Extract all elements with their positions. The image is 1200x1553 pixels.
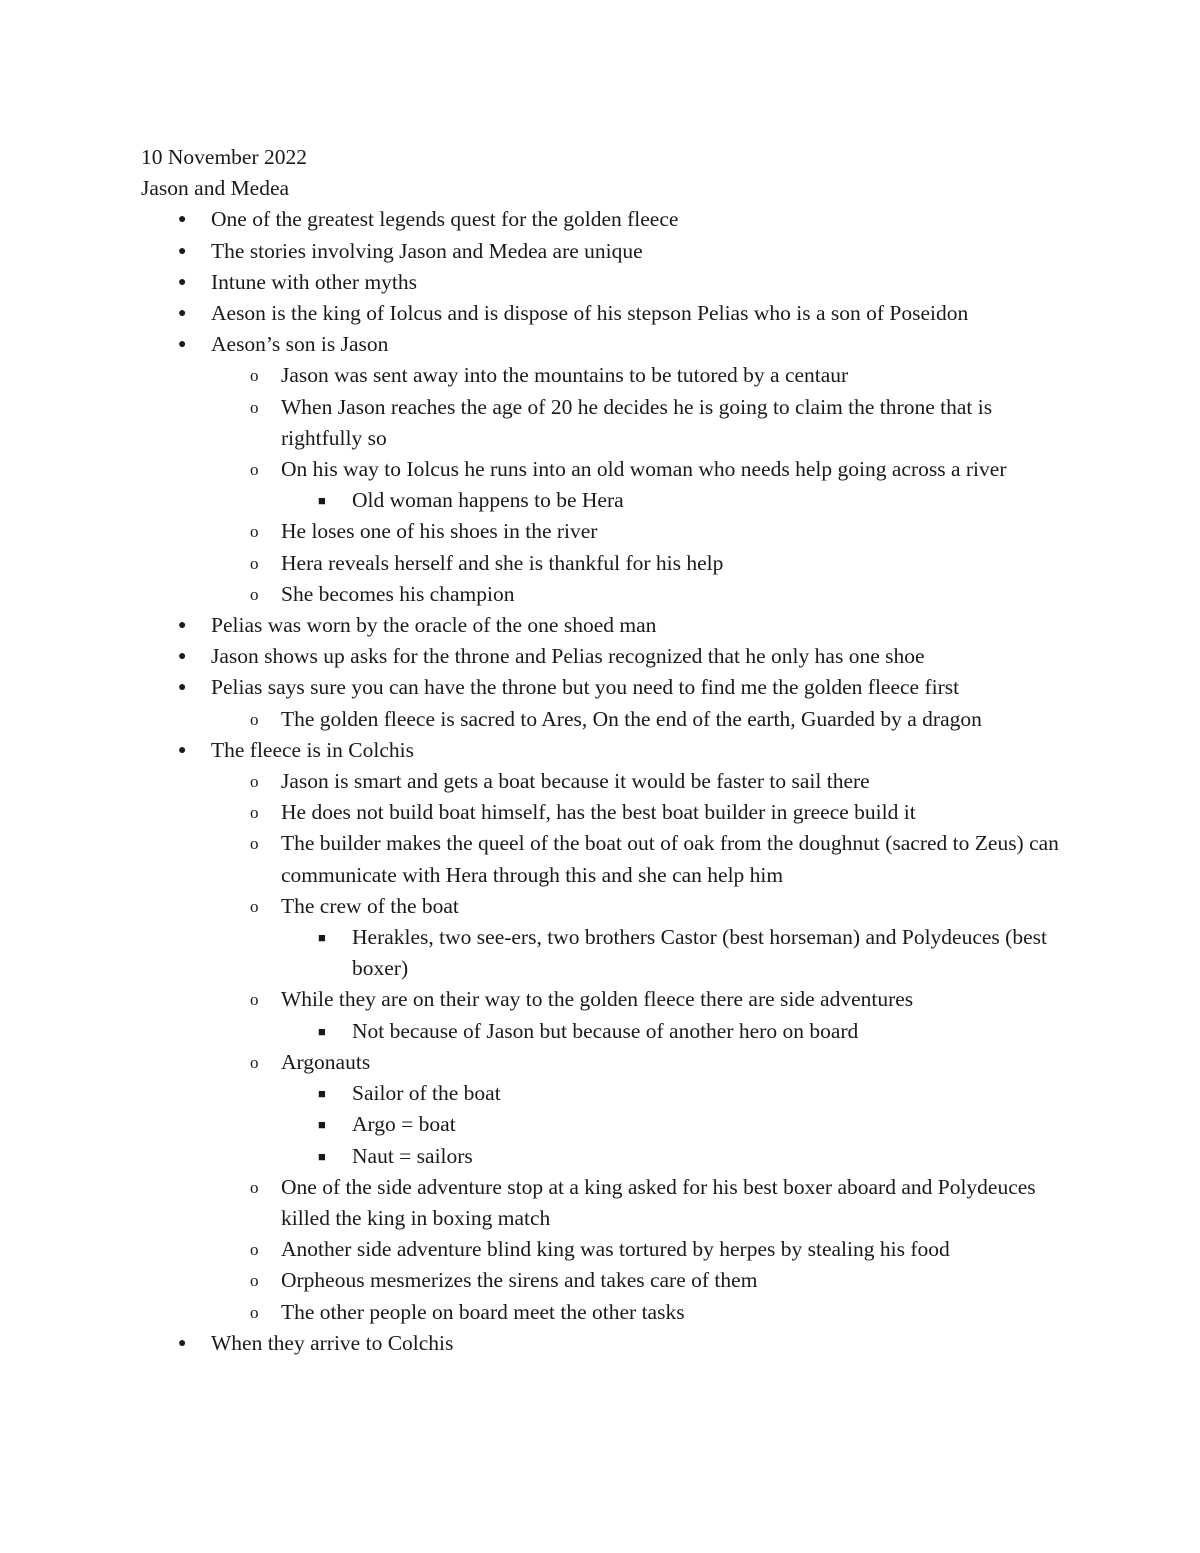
sub-list-item: o While they are on their way to the golden fleece there are side adventures ■ Not because of Jason but because of another hero on board [210,984,1061,1046]
list-item: ● Pelias says sure you can have the throne but you need to find me the golden fleece first o The golden fleece is sacred to Ares, On the end of the earth, Guarded by a dragon [141,672,1061,734]
sub-sub-list-item: ■ Herakles, two see-ers, two brothers Castor (best horseman) and Polydeuces (best boxer) [281,922,1061,984]
bullet-square-icon [318,485,326,516]
sub-list-item: o He does not build boat himself, has the best boat builder in greece build it [210,797,1061,828]
sub-sub-list [281,922,1061,984]
bullet-dot-icon [178,204,186,235]
bullet-circle-icon [250,1234,259,1265]
bullet-dot-icon [178,298,186,329]
sub-list-item: o Jason was sent away into the mountains to be tutored by a centaur [210,360,1061,391]
notes-title: Jason and Medea [141,176,290,201]
notes-content [141,142,1061,1359]
bullet-square-icon [318,1016,326,1047]
sub-sub-list [281,1016,1061,1047]
bullet-circle-icon [250,548,259,579]
sub-sub-list-item: ■ Not because of Jason but because of another hero on board [281,1016,1061,1047]
list-item: ● The fleece is in Colchis o Jason is smart and gets a boat because it would be faster to sail there o He does not build boat himself, has the best boat builder in greece build it o The builder makes the queel of the boat out of oak from the doughnut (sacred to Zeus) can communicate with Hera through this and she can help him o The crew of the boat ■ Herakles, two see-ers, two brothers Castor (best horseman) and Polydeuces (best boxer) o While they are on their way to the golden fleece there are side adventures ■ Not because of Jason but because of another hero on board o Argonauts ■ Sailor of the boat ■ Argo = boat ■ Naut = sailors o One of the side adventure stop at a king asked for his best boxer aboard and Polydeuces killed the king in boxing match o Another side adventure blind king was tortured by herpes by stealing his food o Orpheous mesmerizes the sirens and takes care of them o The other people on board meet the other tasks [141,735,1061,1328]
sub-list [210,360,1061,610]
bullet-circle-icon [250,454,259,485]
bullet-dot-icon [178,1328,186,1359]
bullet-dot-icon [178,267,186,298]
sub-list-item: o When Jason reaches the age of 20 he decides he is going to claim the throne that is rightfully so [210,392,1061,454]
bullet-circle-icon [250,1172,259,1203]
bullet-circle-icon [250,516,259,547]
list-item: ● Pelias was worn by the oracle of the one shoed man [141,610,1061,641]
sub-list-item: o The golden fleece is sacred to Ares, On the end of the earth, Guarded by a dragon [210,704,1061,735]
list-item: ● One of the greatest legends quest for the golden fleece [141,204,1061,235]
bullet-circle-icon [250,392,259,423]
list-item: ● Aeson’s son is Jason o Jason was sent away into the mountains to be tutored by a centaur o When Jason reaches the age of 20 he decides he is going to claim the throne that is rightfully so o On his way to Iolcus he runs into an old woman who needs help going across a river ■ Old woman happens to be Hera o He loses one of his shoes in the river o Hera reveals herself and she is thankful for his help o She becomes his champion [141,329,1061,610]
sub-sub-list-item: ■ Naut = sailors [281,1141,1061,1172]
bullet-circle-icon [250,704,259,735]
list-item: ● Jason shows up asks for the throne and Pelias recognized that he only has one shoe [141,641,1061,672]
sub-list-item: o The crew of the boat ■ Herakles, two see-ers, two brothers Castor (best horseman) and Polydeuces (best boxer) [210,891,1061,985]
bullet-circle-icon [250,984,259,1015]
sub-sub-list-item: ■ Old woman happens to be Hera [281,485,1061,516]
sub-list-item: o Orpheous mesmerizes the sirens and takes care of them [210,1265,1061,1296]
sub-list-item: o She becomes his champion [210,579,1061,610]
bullet-square-icon [318,1078,326,1109]
bullet-circle-icon [250,1047,259,1078]
bullet-circle-icon [250,766,259,797]
sub-list [210,704,1061,735]
sub-sub-list [281,485,1061,516]
sub-list-item: o The other people on board meet the other tasks [210,1297,1061,1328]
bullet-dot-icon [178,329,186,360]
sub-list-item: o Jason is smart and gets a boat because it would be faster to sail there [210,766,1061,797]
bullet-dot-icon [178,735,186,766]
bullet-circle-icon [250,1265,259,1296]
bullet-square-icon [318,1109,326,1140]
bullet-circle-icon [250,797,259,828]
sub-list-item: o Hera reveals herself and she is thankful for his help [210,548,1061,579]
bullet-dot-icon [178,236,186,267]
sub-list-item: o Another side adventure blind king was tortured by herpes by stealing his food [210,1234,1061,1265]
sub-list [210,766,1061,1328]
bullet-square-icon [318,1141,326,1172]
bullet-dot-icon [178,641,186,672]
sub-list-item: o Argonauts ■ Sailor of the boat ■ Argo = boat ■ Naut = sailors [210,1047,1061,1172]
bullet-circle-icon [250,360,259,391]
bullet-circle-icon [250,828,259,859]
list-item: ● Aeson is the king of Iolcus and is dispose of his stepson Pelias who is a son of Poseidon [141,298,1061,329]
sub-sub-list-item: ■ Argo = boat [281,1109,1061,1140]
sub-list-item: o On his way to Iolcus he runs into an old woman who needs help going across a river ■ Old woman happens to be Hera [210,454,1061,516]
bullet-square-icon [318,922,326,953]
list-item: ● The stories involving Jason and Medea are unique [141,236,1061,267]
sub-list-item: o One of the side adventure stop at a king asked for his best boxer aboard and Polydeuces killed the king in boxing match [210,1172,1061,1234]
date-line: 10 November 2022 [141,145,307,169]
list-item: ● Intune with other myths [141,267,1061,298]
sub-sub-list-item: ■ Sailor of the boat [281,1078,1061,1109]
bullet-circle-icon [250,1297,259,1328]
bullet-circle-icon [250,891,259,922]
bullet-dot-icon [178,610,186,641]
bullet-dot-icon [178,672,186,703]
list-item: ● When they arrive to Colchis [141,1328,1061,1359]
sub-list-item: o The builder makes the queel of the boat out of oak from the doughnut (sacred to Zeus) can communicate with Hera through this and she can help him [210,828,1061,890]
sub-sub-list [281,1078,1061,1172]
bullet-list [141,204,1061,1359]
sub-list-item: o He loses one of his shoes in the river [210,516,1061,547]
bullet-circle-icon [250,579,259,610]
